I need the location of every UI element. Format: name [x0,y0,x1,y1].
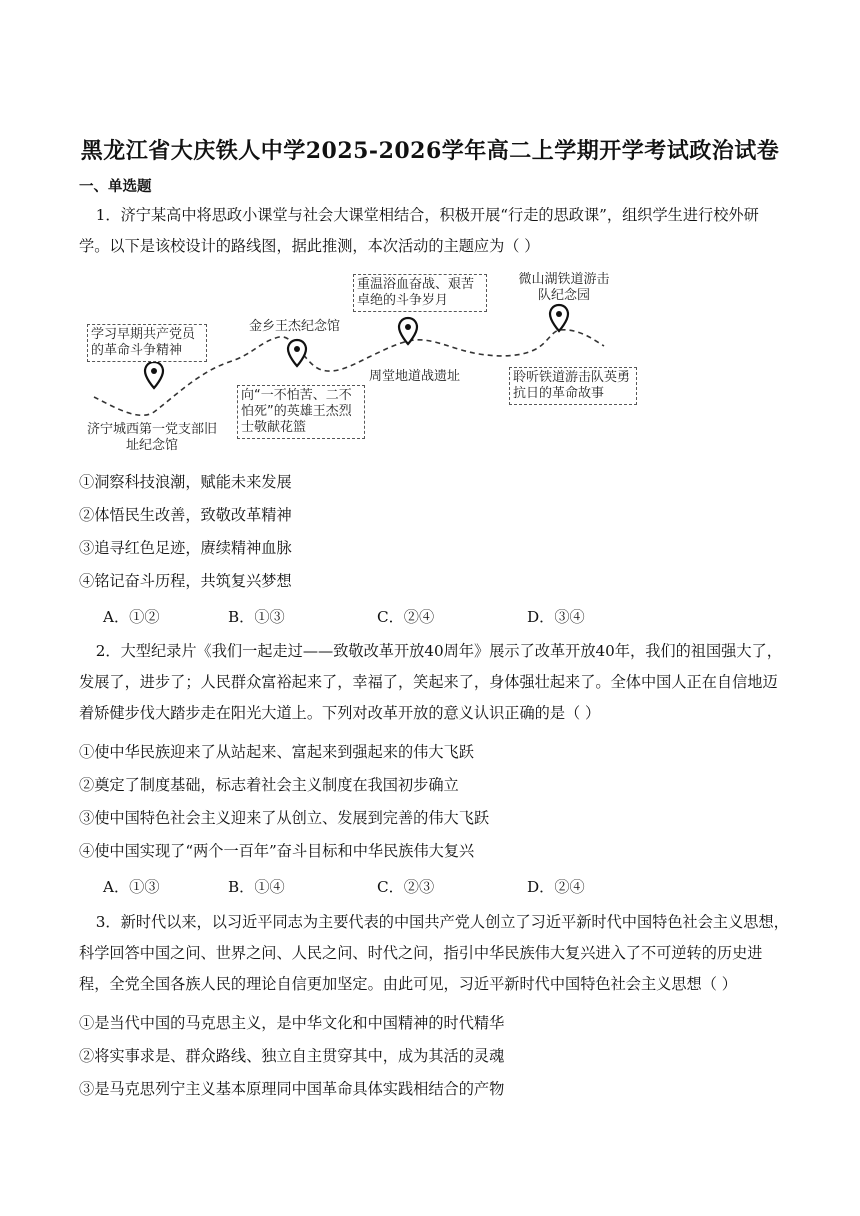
question-2-option-4: ④使中国实现了“两个一百年”奋斗目标和中华民族伟大复兴 [79,842,475,860]
question-2-choice-d[interactable]: D．②④ [527,878,585,896]
question-1-option-1: ①洞察科技浪潮，赋能未来发展 [79,473,292,491]
route-location-3: 周堂地道战遗址 [369,369,461,384]
question-2-option-2: ②奠定了制度基础，标志着社会主义制度在我国初步确立 [79,776,459,794]
question-1-stem: 1．济宁某高中将思政小课堂与社会大课堂相结合，积极开展“行走的思政课”，组织学生进行校外研学。以下是该校设计的路线图，据此推测，本次活动的主题应为（ ） [79,206,759,255]
question-1-choice-a[interactable]: A．①② [103,608,160,626]
pin-icon [145,362,163,388]
pin-icon [399,318,417,344]
question-1-option-4: ④铭记奋斗历程，共筑复兴梦想 [79,572,292,590]
question-2-choices [103,876,743,896]
question-3-option-2: ②将实事求是、群众路线、独立自主贯穿其中，成为其活的灵魂 [79,1047,505,1065]
pin-icon [288,340,306,366]
question-1-choice-c[interactable]: C．②④ [377,608,435,626]
route-location-1: 济宁城西第一党支部旧址纪念馆 [86,422,217,453]
route-location-2: 金乡王杰纪念馆 [249,319,341,334]
question-2-choice-b[interactable]: B．①④ [228,878,285,896]
question-3-stem: 3．新时代以来，以习近平同志为主要代表的中国共产党人创立了习近平新时代中国特色社会主义思想，科学回答中国之问、世界之问、人民之问、时代之问，指引中华民族伟大复兴进入了不可逆转的历史进程，全党全国各族人民的理论自信更加坚定。由此可见，习近平新时代中国特色社会主义思想（ ） [79,913,789,993]
question-2-stem: 2．大型纪录片《我们一起走过——致敬改革开放40周年》展示了改革开放40年，我们的祖国强大了，发展了，进步了；人民群众富裕起来了，幸福了，笑起来了，身体强壮起来了。全体中国人正在自信地迈着矫健步伐大踏步走在阳光大道上。下列对改革开放的意义认识正确的是（ ） [79,642,782,722]
route-note-2: 向“一不怕苦、二不怕死”的英雄王杰烈士敬献花篮 [237,385,365,439]
question-1-option-3: ③追寻红色足迹，赓续精神血脉 [79,539,292,557]
route-location-4: 微山湖铁道游击队纪念园 [518,272,610,303]
question-1-choice-d[interactable]: D．③④ [527,608,585,626]
question-2-option-1: ①使中华民族迎来了从站起来、富起来到强起来的伟大飞跃 [79,743,474,761]
question-2-option-3: ③使中国特色社会主义迎来了从创立、发展到完善的伟大飞跃 [79,809,490,827]
question-3-option-1: ①是当代中国的马克思主义，是中华文化和中国精神的时代精华 [79,1014,505,1032]
page-title: 黑龙江省大庆铁人中学2025-2026学年高二上学期开学考试政治试卷 [80,138,780,164]
question-1-option-2: ②体悟民生改善，致敬改革精神 [79,506,292,524]
question-3-option-3: ③是马克思列宁主义基本原理同中国革命具体实践相结合的产物 [79,1080,505,1098]
pin-icon [550,305,568,331]
section-heading: 一、单选题 [79,178,152,195]
route-note-1: 学习早期共产党员的革命斗争精神 [87,324,207,362]
route-map-figure [79,262,639,462]
route-note-4: 聆听铁道游击队英勇抗日的革命故事 [509,367,637,405]
question-2-choice-c[interactable]: C．②③ [377,878,435,896]
question-2-choice-a[interactable]: A．①③ [103,878,160,896]
route-note-3: 重温浴血奋战、艰苦卓绝的斗争岁月 [353,274,487,312]
question-1-choices [103,606,743,626]
question-1-choice-b[interactable]: B．①③ [228,608,285,626]
